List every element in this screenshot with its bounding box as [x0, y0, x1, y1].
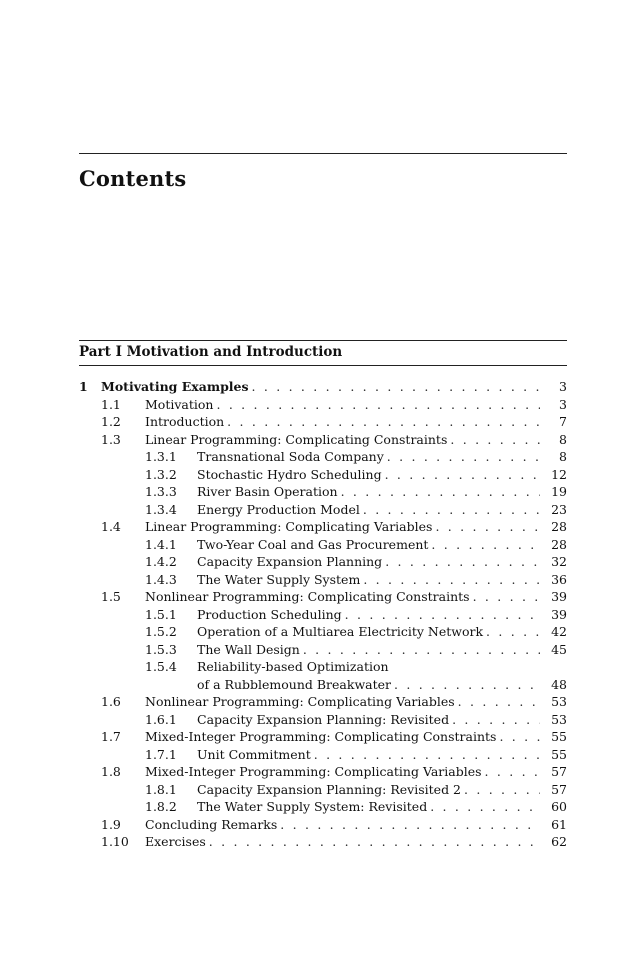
toc-entry[interactable] — [79, 536, 567, 554]
toc-entry[interactable] — [79, 623, 567, 641]
toc-entry-page: 61 — [551, 816, 567, 832]
toc-entry[interactable] — [79, 588, 567, 606]
toc-entry-page: 3 — [559, 379, 567, 394]
dot-leader — [485, 763, 540, 781]
toc-entry-page: 53 — [551, 711, 567, 727]
toc-entry[interactable] — [79, 746, 567, 764]
toc-entry-number: 1 — [79, 379, 88, 394]
dot-leader — [430, 798, 540, 816]
dot-leader — [394, 676, 540, 694]
toc-chapter-entry[interactable] — [79, 378, 567, 396]
toc-entry-title: Production Scheduling — [197, 606, 342, 622]
toc-entry-number: 1.2 — [101, 414, 121, 429]
toc-entry-number: 1.3 — [101, 431, 121, 447]
toc-entry-title: The Wall Design — [197, 641, 300, 657]
toc-entry-title: Exercises — [145, 834, 206, 849]
part-top-rule — [79, 340, 567, 341]
toc-entry[interactable] — [79, 658, 567, 676]
dot-leader — [252, 378, 540, 396]
toc-entry[interactable] — [79, 693, 567, 711]
toc-entry-title: River Basin Operation — [197, 484, 338, 499]
toc-entry-title: Operation of a Multiarea Electricity Network — [197, 624, 484, 639]
toc-entry[interactable] — [79, 606, 567, 624]
toc-entry-title: Motivating Examples — [101, 379, 249, 394]
toc-entry-page: 3 — [559, 396, 567, 412]
toc-entry-number: 1.8.2 — [145, 799, 177, 814]
toc-entry-title: Reliability-based Optimization — [197, 659, 389, 674]
toc-entry[interactable] — [79, 833, 567, 851]
toc-entry[interactable] — [79, 798, 567, 816]
toc-entry[interactable] — [79, 676, 567, 694]
toc-entry-number: 1.8 — [101, 764, 121, 779]
toc-entry-number: 1.1 — [101, 396, 121, 412]
toc-entry-title: Unit Commitment — [197, 746, 311, 762]
toc-entry-page: 42 — [551, 624, 567, 639]
toc-entry-title: Motivation — [145, 396, 214, 412]
toc-entry-number: 1.5.1 — [145, 606, 177, 622]
toc-entry[interactable] — [79, 518, 567, 536]
toc-entry-page: 60 — [551, 799, 567, 814]
dot-leader — [345, 606, 540, 624]
toc-entry-page: 57 — [551, 764, 567, 779]
dot-leader — [341, 483, 540, 501]
toc-entry-title: Linear Programming: Complicating Variables — [145, 519, 433, 534]
toc-entry[interactable] — [79, 483, 567, 501]
contents-heading: Contents — [79, 166, 187, 191]
toc-entry-page: 53 — [551, 694, 567, 709]
toc-entry[interactable] — [79, 641, 567, 659]
toc-entry-number: 1.6 — [101, 694, 121, 709]
toc-entry-number: 1.8.1 — [145, 781, 177, 797]
toc-entry[interactable] — [79, 413, 567, 431]
toc-entry-number: 1.7.1 — [145, 746, 177, 762]
toc-entry-title: Mixed-Integer Programming: Complicating Variables — [145, 764, 482, 779]
toc-entry-page: 39 — [551, 606, 567, 622]
dot-leader — [431, 536, 540, 554]
table-of-contents — [79, 378, 567, 851]
toc-entry-number: 1.7 — [101, 729, 121, 744]
part-bottom-rule — [79, 365, 567, 366]
dot-leader — [314, 746, 540, 764]
toc-entry-number: 1.5.2 — [145, 624, 177, 639]
toc-entry-page: 8 — [559, 431, 567, 447]
toc-entry[interactable] — [79, 466, 567, 484]
toc-entry[interactable] — [79, 448, 567, 466]
toc-entry-page: 28 — [551, 536, 567, 552]
toc-entry[interactable] — [79, 763, 567, 781]
toc-entry-page: 8 — [559, 449, 567, 464]
toc-entry-title: Nonlinear Programming: Complicating Variables — [145, 694, 455, 709]
toc-entry-number: 1.3.3 — [145, 484, 177, 499]
dot-leader — [280, 816, 540, 834]
toc-entry-number: 1.4 — [101, 519, 121, 534]
toc-entry-page: 28 — [551, 519, 567, 534]
toc-entry-title: Capacity Expansion Planning: Revisited — [197, 711, 450, 727]
toc-entry-title: Capacity Expansion Planning — [197, 554, 383, 569]
dot-leader — [452, 711, 540, 729]
dot-leader — [216, 396, 540, 414]
toc-entry[interactable] — [79, 728, 567, 746]
top-rule — [79, 153, 567, 154]
toc-entry[interactable] — [79, 431, 567, 449]
toc-entry-page: 32 — [551, 554, 567, 569]
toc-entry-title: Stochastic Hydro Scheduling — [197, 466, 382, 482]
dot-leader — [458, 693, 540, 711]
toc-entry-number: 1.4.2 — [145, 554, 177, 569]
part-heading: Part I Motivation and Introduction — [79, 344, 343, 360]
toc-entry[interactable] — [79, 781, 567, 799]
toc-entry[interactable] — [79, 501, 567, 519]
toc-entry-page: 55 — [551, 746, 567, 762]
dot-leader — [303, 641, 540, 659]
toc-entry-title: Mixed-Integer Programming: Complicating Constraints — [145, 729, 497, 744]
dot-leader — [385, 466, 540, 484]
toc-entry-page: 55 — [551, 729, 567, 744]
dot-leader — [435, 518, 540, 536]
toc-entry-title: The Water Supply System: Revisited — [197, 799, 428, 814]
toc-entry-title: Transnational Soda Company — [197, 449, 384, 464]
dot-leader — [450, 431, 540, 449]
toc-entry-page: 23 — [551, 501, 567, 517]
dot-leader — [464, 781, 540, 799]
toc-entry-page: 7 — [559, 414, 567, 429]
toc-entry-number: 1.3.4 — [145, 501, 177, 517]
toc-entry[interactable] — [79, 711, 567, 729]
toc-entry[interactable] — [79, 816, 567, 834]
dot-leader — [486, 623, 540, 641]
toc-entry-title: Linear Programming: Complicating Constraints — [145, 431, 448, 447]
toc-entry-page: 39 — [551, 589, 567, 604]
toc-entry-page: 36 — [551, 571, 567, 587]
toc-entry-number: 1.5.4 — [145, 659, 177, 674]
dot-leader — [363, 501, 540, 519]
toc-entry-title: Nonlinear Programming: Complicating Constraints — [145, 589, 470, 604]
dot-leader — [385, 553, 540, 571]
toc-entry[interactable] — [79, 553, 567, 571]
dot-leader — [363, 571, 540, 589]
toc-entry-title: Introduction — [145, 414, 225, 429]
toc-entry-title: Capacity Expansion Planning: Revisited 2 — [197, 781, 461, 797]
toc-entry-title: of a Rubblemound Breakwater — [197, 676, 392, 692]
toc-entry-title: Two-Year Coal and Gas Procurement — [197, 536, 429, 552]
dot-leader — [499, 728, 540, 746]
dot-leader — [209, 833, 540, 851]
toc-entry-page: 12 — [551, 466, 567, 482]
toc-entry[interactable] — [79, 571, 567, 589]
toc-entry[interactable] — [79, 396, 567, 414]
toc-entry-number: 1.3.1 — [145, 449, 177, 464]
toc-entry-title: Energy Production Model — [197, 501, 360, 517]
toc-entry-number: 1.4.3 — [145, 571, 177, 587]
toc-entry-number: 1.10 — [101, 834, 129, 849]
dot-leader — [227, 413, 540, 431]
toc-entry-number: 1.5.3 — [145, 641, 177, 657]
toc-entry-number: 1.3.2 — [145, 466, 177, 482]
toc-entry-page: 57 — [551, 781, 567, 797]
toc-entry-page: 48 — [551, 676, 567, 692]
dot-leader — [387, 448, 540, 466]
toc-entry-title: Concluding Remarks — [145, 816, 278, 832]
toc-entry-page: 45 — [551, 641, 567, 657]
toc-entry-title: The Water Supply System — [197, 571, 361, 587]
toc-entry-number: 1.6.1 — [145, 711, 177, 727]
toc-entry-page: 19 — [551, 484, 567, 499]
toc-entry-number: 1.4.1 — [145, 536, 177, 552]
toc-entry-number: 1.5 — [101, 589, 121, 604]
toc-entry-page: 62 — [551, 834, 567, 849]
dot-leader — [473, 588, 540, 606]
toc-entry-number: 1.9 — [101, 816, 121, 832]
